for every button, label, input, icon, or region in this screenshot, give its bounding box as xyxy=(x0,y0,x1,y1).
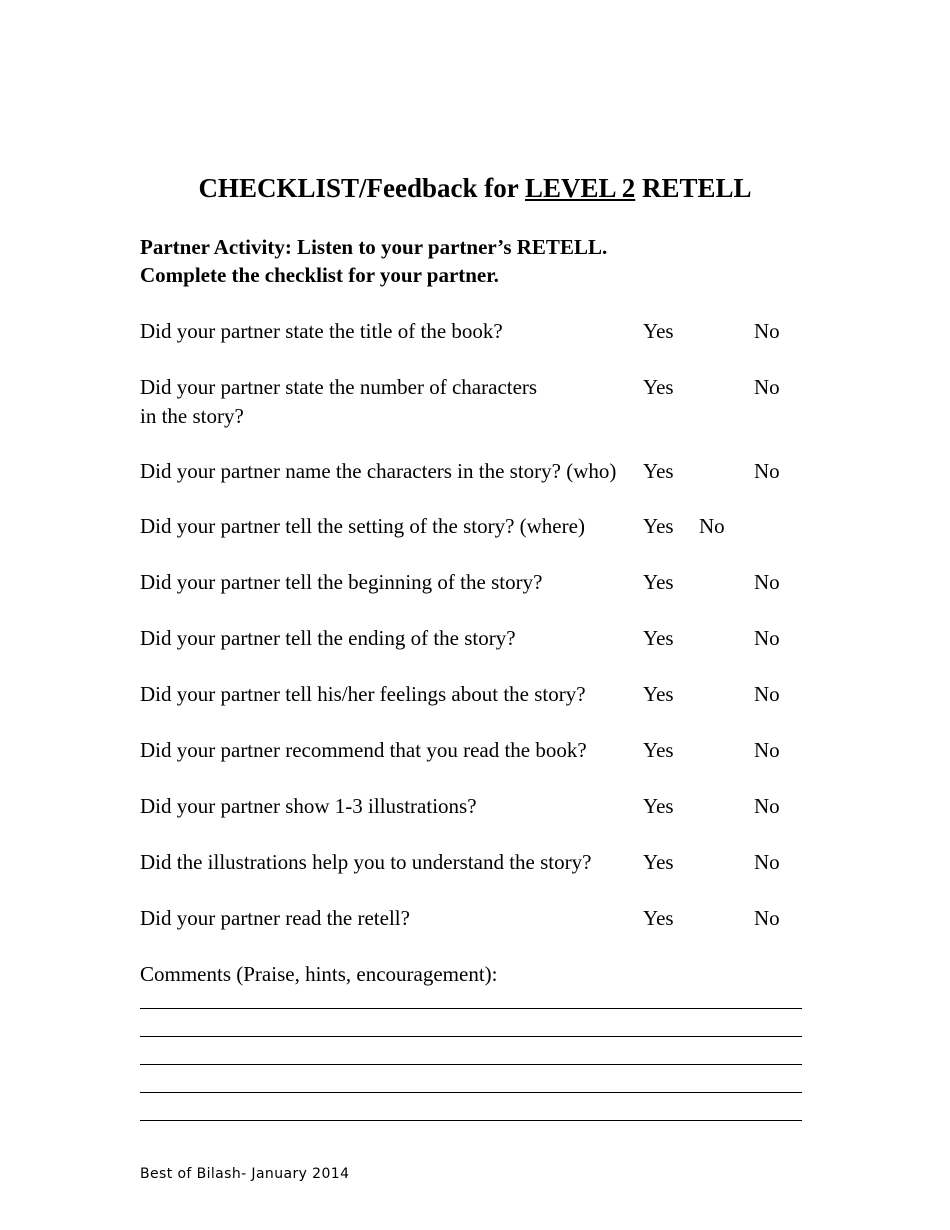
page-title xyxy=(0,170,950,206)
title-level: LEVEL 2 xyxy=(524,173,636,203)
question-text: Did your partner name the characters in the story? (who) xyxy=(140,459,617,483)
no-option[interactable]: No xyxy=(754,626,780,650)
question-text: Did your partner tell the setting of the story? (where) xyxy=(140,514,585,538)
question-text: Did the illustrations help you to understand the story? xyxy=(140,850,592,874)
comment-line[interactable] xyxy=(140,1037,802,1065)
yes-option[interactable]: Yes xyxy=(643,514,674,538)
yes-option[interactable]: Yes xyxy=(643,375,674,399)
yes-option[interactable]: Yes xyxy=(643,459,674,483)
no-option[interactable]: No xyxy=(754,375,780,399)
no-option[interactable]: No xyxy=(754,794,780,818)
comment-line[interactable] xyxy=(140,988,802,1009)
question-text: Did your partner recommend that you read the book? xyxy=(140,738,587,762)
comment-line[interactable] xyxy=(140,1065,802,1093)
yes-option[interactable]: Yes xyxy=(643,906,674,930)
yes-option[interactable]: Yes xyxy=(643,738,674,762)
question-text-line-2: in the story? xyxy=(140,404,244,428)
no-option[interactable]: No xyxy=(754,319,780,343)
comment-line[interactable] xyxy=(140,1093,802,1121)
question-text: Did your partner read the retell? xyxy=(140,906,410,930)
instructions-line-2: Complete the checklist for your partner. xyxy=(140,263,499,287)
no-option[interactable]: No xyxy=(754,738,780,762)
yes-option[interactable]: Yes xyxy=(643,682,674,706)
footer-text: Best of Bilash- January 2014 xyxy=(140,1166,350,1182)
question-text: Did your partner tell the beginning of the story? xyxy=(140,570,543,594)
yes-option[interactable]: Yes xyxy=(643,319,674,343)
question-text: Did your partner state the number of characters xyxy=(140,375,538,399)
yes-option[interactable]: Yes xyxy=(643,626,674,650)
question-text: Did your partner show 1-3 illustrations? xyxy=(140,794,477,818)
no-option[interactable]: No xyxy=(754,570,780,594)
no-option[interactable]: No xyxy=(754,906,780,930)
comments-section xyxy=(140,960,804,1121)
no-option[interactable]: No xyxy=(754,850,780,874)
no-option[interactable]: No xyxy=(754,682,780,706)
instructions-line-1: Partner Activity: Listen to your partner’s RETELL. xyxy=(140,235,608,259)
question-text: Did your partner state the title of the book? xyxy=(140,319,503,343)
question-text: Did your partner tell his/her feelings about the story? xyxy=(140,682,586,706)
comments-label: Comments (Praise, hints, encouragement): xyxy=(140,962,498,986)
no-option[interactable]: No xyxy=(699,514,725,538)
question-text: Did your partner tell the ending of the story? xyxy=(140,626,516,650)
no-option[interactable]: No xyxy=(754,459,780,483)
instructions xyxy=(140,233,607,289)
title-suffix: RETELL xyxy=(635,173,752,203)
title-prefix: CHECKLIST/Feedback for xyxy=(198,173,525,203)
yes-option[interactable]: Yes xyxy=(643,850,674,874)
yes-option[interactable]: Yes xyxy=(643,570,674,594)
yes-option[interactable]: Yes xyxy=(643,794,674,818)
comment-line[interactable] xyxy=(140,1009,802,1037)
